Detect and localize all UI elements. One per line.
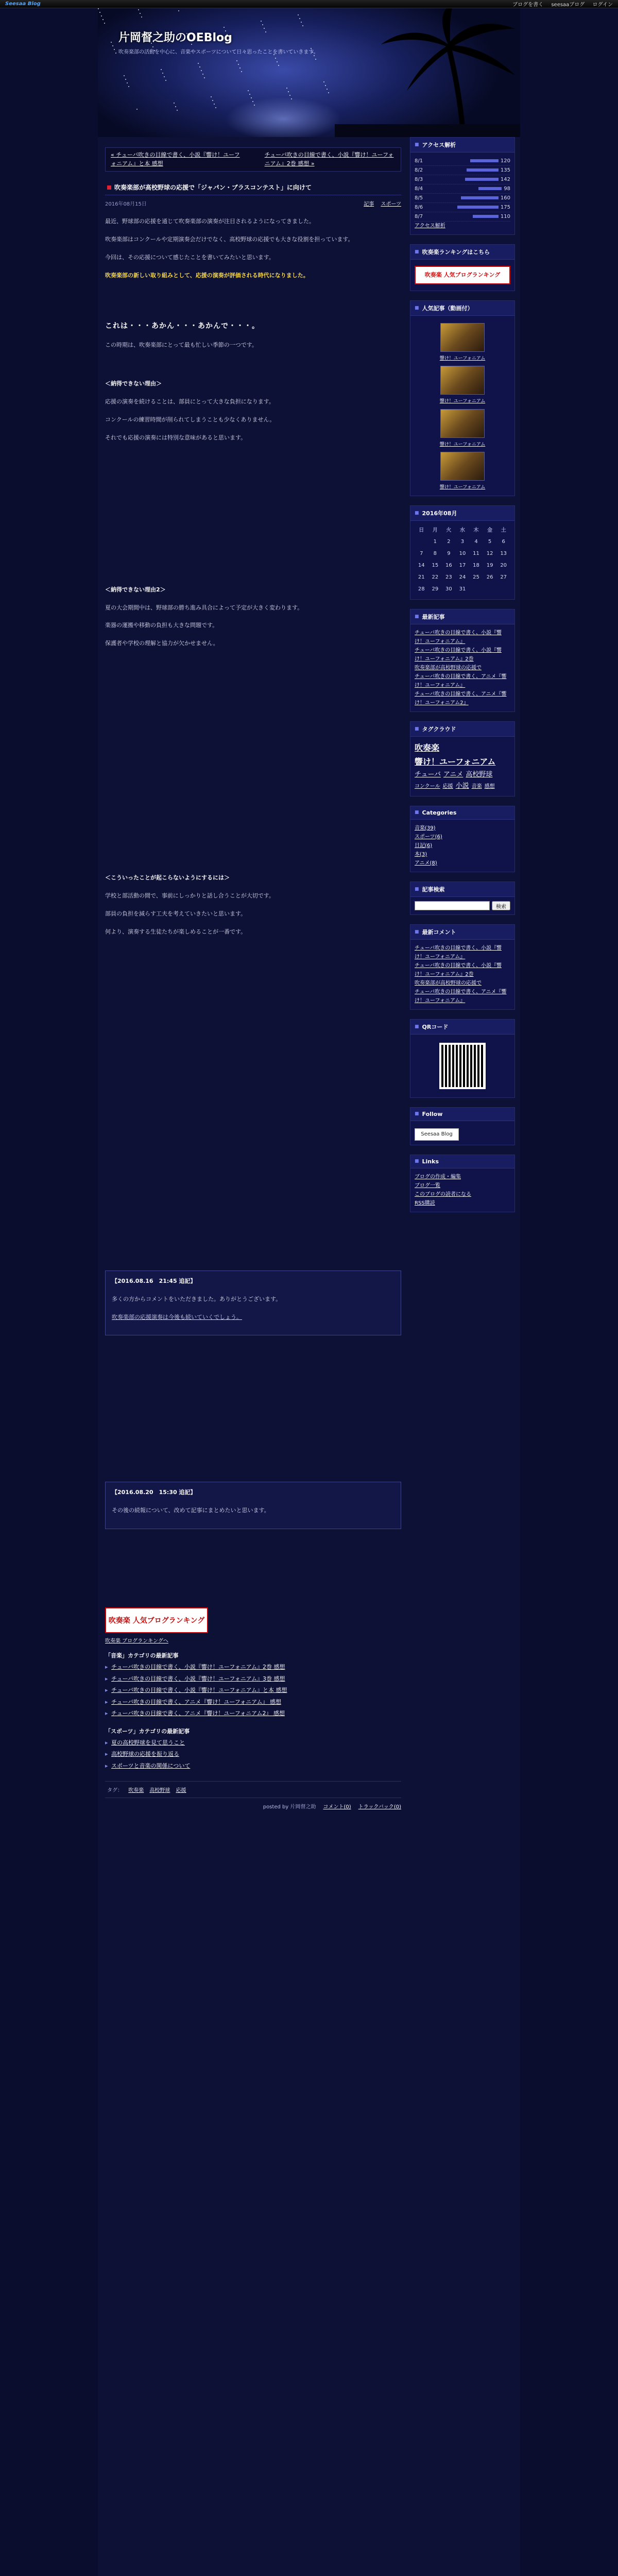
star-decoration: [299, 18, 300, 19]
main-column: [105, 147, 401, 1814]
emphasis-text: これは・・・あかん・・・あかんで・・・。: [105, 321, 260, 330]
tag-cloud-item[interactable]: 応援: [442, 783, 453, 789]
tag-link[interactable]: 吹奏楽: [128, 1788, 144, 1794]
star-decoration: [327, 89, 328, 90]
recent-post-link[interactable]: チューバ吹きの目線で書く、小説『響け！ユーフォニアム』2巻: [415, 648, 502, 663]
ranking-banner-link[interactable]: 吹奏楽 ブログランキングへ: [105, 1638, 168, 1645]
access-analysis-link[interactable]: アクセス解析: [415, 223, 445, 229]
access-bar: [470, 159, 499, 162]
star-decoration: [214, 104, 215, 105]
star-decoration: [114, 49, 115, 50]
star-decoration: [291, 98, 292, 99]
widget-qr: [410, 1019, 515, 1098]
tag-cloud-item[interactable]: 高校野球: [466, 770, 493, 778]
tag-link[interactable]: 高校野球: [149, 1788, 170, 1794]
comment-link[interactable]: 吹奏楽部が高校野球の応援で: [415, 980, 482, 986]
qr-code-image: [439, 1043, 486, 1089]
calendar-weekday: 月: [432, 528, 438, 534]
calendar-day[interactable]: 28: [418, 586, 425, 592]
star-decoration: [165, 80, 166, 81]
widget-comments: [410, 924, 515, 1010]
calendar-day[interactable]: 25: [473, 574, 479, 581]
article-date: 2016年08月15日: [105, 201, 147, 207]
access-row: [415, 184, 510, 194]
category-link[interactable]: 音楽(39): [415, 825, 436, 831]
sidebar: [410, 137, 515, 1222]
category-link[interactable]: 本(3): [415, 851, 427, 857]
related-link[interactable]: ▸ チューバ吹きの目線で書く、アニメ『響け！ユーフォニアム』 感想: [105, 1697, 401, 1708]
widget-links: [410, 1155, 515, 1212]
calendar-week: [415, 536, 510, 548]
access-row: [415, 166, 510, 175]
recent-post-link[interactable]: 吹奏楽部が高校野球の応援で: [415, 665, 482, 671]
access-count: 120: [500, 158, 510, 164]
blog-header: [98, 8, 520, 137]
access-bar: [457, 206, 499, 209]
calendar-weekday: 日: [419, 528, 424, 534]
star-decoration: [239, 67, 241, 69]
access-count: 175: [500, 205, 510, 210]
calendar-week: [415, 560, 510, 571]
access-value: [457, 203, 510, 212]
calendar-day[interactable]: 14: [418, 563, 425, 569]
widget-popular-videos: [410, 300, 515, 496]
star-decoration: [127, 82, 128, 83]
star-decoration: [323, 81, 324, 82]
calendar-day[interactable]: 30: [445, 586, 452, 592]
addendum-text: 多くの方からコメントをいただきました。ありがとうございます。: [112, 1295, 282, 1302]
related-link[interactable]: ▸ 夏の高校野球を見て思うこと: [105, 1737, 401, 1749]
calendar-day[interactable]: 31: [459, 586, 466, 592]
widget-access: [410, 137, 515, 235]
post-footer: [105, 1798, 401, 1814]
access-bar: [478, 187, 502, 190]
star-decoration: [136, 109, 138, 110]
access-row: [415, 157, 510, 166]
star-decoration: [264, 28, 265, 29]
recent-post-link[interactable]: チューバ吹きの目線で書く、アニメ『響け！ユーフォニアム2』: [415, 691, 507, 706]
star-decoration: [251, 97, 252, 98]
star-decoration: [161, 69, 162, 70]
star-decoration: [275, 58, 276, 59]
star-decoration: [236, 60, 237, 61]
article-paragraph: 吹奏楽部はコンクールや定期演奏会だけでなく、高校野球の応援でも大きな役割を担っています。: [105, 235, 354, 243]
calendar-day[interactable]: 23: [445, 574, 452, 581]
widget-follow: [410, 1107, 515, 1145]
access-bar: [473, 215, 499, 218]
star-decoration: [325, 85, 326, 86]
widget-title: ■ 人気記事（動画付）: [410, 301, 514, 316]
calendar-day[interactable]: 4: [474, 539, 478, 545]
tag-cloud-item[interactable]: コンクール: [415, 783, 440, 789]
access-count: 135: [500, 167, 510, 173]
related-heading-music: 「音楽」カテゴリの最新記事: [105, 1652, 179, 1659]
access-count: 98: [504, 186, 510, 192]
calendar-week: [415, 583, 510, 595]
next-article-link[interactable]: チューバ吹きの目線で書く、小説『響け！ユーフォニアム』2巻 感想 »: [264, 151, 394, 167]
palm-tree-silhouette: [335, 8, 520, 137]
star-decoration: [254, 105, 255, 106]
topbar-link-seesaa-blog[interactable]: seesaaブログ: [551, 2, 585, 8]
section-heading: ＜納得できない理由2＞: [105, 586, 166, 593]
tag-cloud-item[interactable]: 感想: [484, 783, 495, 789]
access-value: [470, 157, 510, 165]
blog-description: 吹奏楽部の活動を中心に、音楽やスポーツについて日々思ったことを書いていきます。: [118, 49, 319, 55]
access-row: [415, 194, 510, 203]
addendum-box: [105, 1270, 401, 1336]
calendar-day: [415, 536, 428, 548]
access-bar: [467, 168, 499, 172]
calendar-day[interactable]: 20: [500, 563, 507, 569]
calendar-day: [496, 583, 510, 595]
star-decoration: [98, 8, 99, 9]
popular-thumbnail[interactable]: [440, 452, 485, 481]
calendar-day[interactable]: 22: [432, 574, 439, 581]
calendar-week: [415, 548, 510, 560]
access-date: 8/4: [415, 186, 423, 192]
ranking-widget-banner[interactable]: 吹奏楽 人気ブログランキング: [415, 266, 510, 284]
section-line: 部員の負担を減らす工夫を考えていきたいと思います。: [105, 910, 247, 917]
star-decoration: [238, 64, 239, 65]
widget-title: ■ QRコード: [410, 1020, 514, 1035]
related-link[interactable]: ▸ チューバ吹きの目線で書く、小説『響け！ユーフォニアム』3巻 感想: [105, 1673, 401, 1685]
star-decoration: [278, 65, 279, 66]
widget-title: ■ Follow: [410, 1108, 514, 1121]
access-value: [467, 166, 510, 175]
access-count: 142: [500, 177, 510, 182]
tag-link[interactable]: 応援: [176, 1788, 186, 1794]
star-decoration: [314, 55, 315, 56]
star-decoration: [102, 19, 104, 20]
meta-link-category[interactable]: スポーツ: [381, 201, 401, 207]
calendar-weekday: 火: [446, 528, 452, 534]
widget-title: ■ アクセス解析: [410, 138, 514, 152]
calendar-table: [415, 525, 510, 595]
article-pager: [105, 147, 401, 172]
star-decoration: [201, 70, 202, 71]
trackback-link[interactable]: トラックバック(0): [358, 1804, 401, 1810]
access-date: 8/7: [415, 214, 423, 219]
meta-link-article[interactable]: 記事: [364, 201, 374, 207]
calendar-day[interactable]: 17: [459, 563, 466, 569]
article-paragraph: 最近、野球部の応援を通じて吹奏楽部の演奏が注目されるようになってきました。: [105, 218, 315, 225]
section-line: 何より、演奏する生徒たちが楽しめることが一番です。: [105, 928, 247, 935]
calendar-day[interactable]: 15: [432, 563, 439, 569]
topbar-link-write[interactable]: ブログを書く: [512, 2, 544, 8]
sidebar-link[interactable]: ブログ一覧: [415, 1182, 440, 1189]
addendum-link[interactable]: 吹奏楽部の応援演奏は今後も続いていくでしょう。: [112, 1313, 242, 1320]
calendar-weekday: 水: [459, 528, 465, 534]
popular-thumbnail[interactable]: [440, 323, 485, 352]
calendar-day[interactable]: 6: [502, 539, 505, 545]
tag-cloud-item[interactable]: 響け！ユーフォニアム: [415, 757, 496, 767]
blog-title[interactable]: 片岡督之助のOEBlog: [118, 31, 232, 44]
access-date: 8/2: [415, 167, 423, 173]
star-decoration: [99, 12, 100, 13]
star-decoration: [164, 76, 165, 77]
tag-cloud-item[interactable]: 吹奏楽: [415, 743, 440, 753]
star-decoration: [301, 22, 302, 23]
access-row: [415, 212, 510, 222]
star-decoration: [261, 21, 262, 22]
section-line: 応援の演奏を続けることは、部員にとって大きな負担になります。: [105, 398, 274, 405]
popular-thumbnail[interactable]: [440, 409, 485, 438]
related-link[interactable]: ▸ スポーツと音楽の関係について: [105, 1760, 401, 1772]
comment-link[interactable]: チューバ吹きの目線で書く、アニメ『響け！ユーフォニアム』: [415, 989, 507, 1004]
access-row: [415, 203, 510, 212]
section-line: 楽器の運搬や移動の負担も大きな問題です。: [105, 622, 218, 629]
sidebar-link[interactable]: RSS購読: [415, 1200, 435, 1206]
related-heading-sports: 「スポーツ」カテゴリの最新記事: [105, 1727, 190, 1735]
star-decoration: [124, 75, 125, 76]
calendar-weekday: 金: [487, 528, 493, 534]
star-decoration: [178, 10, 179, 11]
star-decoration: [212, 100, 213, 101]
widget-calendar: [410, 505, 515, 600]
calendar-day[interactable]: 18: [473, 563, 479, 569]
category-link[interactable]: アニメ(8): [415, 860, 437, 866]
widget-title: ■ 記事検索: [410, 882, 514, 897]
sidebar-link[interactable]: このブログの読者になる: [415, 1191, 471, 1197]
calendar-day[interactable]: 12: [486, 551, 493, 557]
star-decoration: [241, 71, 242, 72]
star-decoration: [125, 79, 126, 80]
calendar-day: [469, 583, 483, 595]
logo-accent-text: Blog: [27, 1, 41, 7]
star-decoration: [101, 15, 102, 16]
calendar-day[interactable]: 27: [500, 574, 507, 581]
star-decoration: [111, 42, 112, 43]
star-decoration: [211, 96, 212, 97]
related-link[interactable]: ▸ チューバ吹きの目線で書く、アニメ『響け！ユーフォニアム2』 感想: [105, 1708, 401, 1720]
access-count: 110: [500, 214, 510, 219]
category-list: [410, 820, 514, 872]
article-meta: [105, 199, 401, 207]
popular-caption[interactable]: 響け！ユーフォニアム: [439, 356, 486, 361]
access-row: [415, 175, 510, 184]
star-decoration: [248, 90, 249, 91]
category-link[interactable]: スポーツ(6): [415, 834, 442, 840]
ranking-banner[interactable]: 吹奏楽 人気ブログランキング: [105, 1607, 208, 1633]
calendar-week: [415, 571, 510, 583]
star-decoration: [277, 61, 278, 62]
tag-cloud-item[interactable]: アニメ: [443, 770, 464, 778]
access-list: [410, 152, 514, 234]
popular-caption[interactable]: 響け！ユーフォニアム: [439, 442, 486, 447]
sidebar-link[interactable]: ブログの作成・編集: [415, 1174, 461, 1180]
star-decoration: [174, 103, 175, 104]
star-decoration: [177, 110, 178, 111]
section-heading: ＜納得できない理由＞: [105, 380, 162, 387]
calendar-day: [483, 583, 497, 595]
star-decoration: [288, 91, 289, 92]
related-link[interactable]: ▸ 高校野球の応援を振り返る: [105, 1749, 401, 1760]
widget-title: ■ 吹奏楽ランキングはこちら: [410, 245, 514, 260]
calendar-day[interactable]: 16: [445, 563, 452, 569]
comment-link[interactable]: チューバ吹きの目線で書く、小説『響け！ユーフォニアム』: [415, 945, 502, 960]
star-decoration: [202, 74, 203, 75]
access-date: 8/5: [415, 195, 423, 201]
category-link[interactable]: 日記(6): [415, 842, 433, 849]
section-heading: ＜こういったことが起こらないようにするには＞: [105, 874, 230, 882]
article-paragraph: 今回は、その応援について感じたことを書いてみたいと思います。: [105, 253, 274, 261]
star-decoration: [252, 101, 253, 102]
star-decoration: [138, 9, 139, 10]
star-decoration: [175, 106, 176, 107]
related-list-sports: [105, 1737, 401, 1772]
tag-cloud: [410, 737, 514, 796]
star-decoration: [112, 45, 113, 46]
popular-caption[interactable]: 響け！ユーフォニアム: [439, 399, 486, 404]
article-title-text: 吹奏楽部が高校野球の応援で「ジャパン・ブラスコンテスト」に向けて: [114, 184, 312, 191]
widget-tag-cloud: [410, 721, 515, 796]
tag-cloud-item[interactable]: 音楽: [471, 783, 482, 789]
addendum-box: [105, 1482, 401, 1529]
calendar-day[interactable]: 1: [433, 539, 437, 545]
access-value: [478, 184, 510, 193]
recent-post-link[interactable]: チューバ吹きの目線で書く、小説『響け！ユーフォニアム』: [415, 630, 502, 645]
addendum-text: その後の続報について、改めて記事にまとめたいと思います。: [112, 1507, 270, 1514]
calendar-day[interactable]: 26: [486, 574, 493, 581]
calendar-day[interactable]: 8: [433, 551, 437, 557]
star-decoration: [128, 86, 129, 87]
recent-list: [410, 624, 514, 711]
tag-cloud-item[interactable]: チューバ: [415, 770, 441, 778]
tag-line: [105, 1781, 401, 1798]
prev-article-link[interactable]: « チューバ吹きの目線で書く、小説『響け！ユーフォニアム』と本 感想: [111, 151, 240, 167]
related-list-music: [105, 1662, 401, 1720]
star-decoration: [265, 31, 266, 32]
star-decoration: [140, 13, 141, 14]
comments-link[interactable]: コメント(0): [323, 1804, 351, 1810]
star-decoration: [302, 25, 303, 26]
tags-label: タグ：: [107, 1788, 123, 1794]
calendar-weekday: 木: [473, 528, 479, 534]
star-decoration: [289, 95, 290, 96]
access-bar: [461, 196, 499, 199]
widget-title: ■ 最新記事: [410, 609, 514, 624]
calendar-day[interactable]: 24: [459, 574, 466, 581]
calendar-day[interactable]: 9: [447, 551, 451, 557]
calendar-day[interactable]: 2: [447, 539, 451, 545]
article-paragraph: この時期は、吹奏楽部にとって最も忙しい季節の一つです。: [105, 342, 258, 349]
access-value: [465, 175, 510, 184]
search-button[interactable]: 検索: [492, 901, 510, 910]
calendar-day[interactable]: 29: [432, 586, 439, 592]
title-marker-icon: [107, 185, 111, 190]
tag-cloud-item[interactable]: 小説: [455, 782, 469, 790]
addendum-heading: 【2016.08.16 21:45 追記】: [112, 1277, 196, 1284]
recent-post-link[interactable]: チューバ吹きの目線で書く、アニメ『響け！ユーフォニアム』: [415, 674, 507, 689]
link-list: [410, 1168, 514, 1212]
section-line: コンクールの練習時間が削られてしまうことも少なくありません。: [105, 416, 276, 423]
star-decoration: [224, 27, 225, 28]
search-input[interactable]: [415, 901, 490, 910]
access-bar: [465, 178, 499, 181]
star-decoration: [249, 94, 250, 95]
popular-thumbnail[interactable]: [440, 366, 485, 395]
access-count: 160: [500, 195, 510, 201]
star-decoration: [262, 24, 263, 25]
widget-categories: [410, 806, 515, 872]
top-navigation-bar: [0, 0, 618, 8]
widget-title: ■ Categories: [410, 806, 514, 820]
topbar-link-login[interactable]: ログイン: [592, 2, 613, 8]
calendar-day[interactable]: 11: [473, 551, 479, 557]
comment-list: [410, 940, 514, 1009]
page-container: [98, 137, 520, 2576]
follow-button[interactable]: Seesaa Blog: [415, 1128, 459, 1141]
topbar-links: [506, 0, 613, 8]
access-value: [461, 194, 510, 202]
star-decoration: [286, 88, 287, 89]
calendar-day[interactable]: 21: [418, 574, 425, 581]
section-line: それでも応援の演奏には特別な意味があると思います。: [105, 434, 247, 441]
widget-title: ■ Links: [410, 1155, 514, 1168]
widget-search: [410, 882, 515, 915]
calendar-weekday: 土: [501, 528, 506, 534]
calendar-day[interactable]: 10: [459, 551, 466, 557]
calendar-day[interactable]: 7: [420, 551, 423, 557]
widget-title: ■ タグクラウド: [410, 722, 514, 737]
logo-text: Seesaa: [5, 1, 26, 7]
comment-link[interactable]: チューバ吹きの目線で書く、小説『響け！ユーフォニアム』2巻: [415, 962, 502, 977]
star-decoration: [141, 16, 142, 18]
calendar-day[interactable]: 19: [486, 563, 493, 569]
related-link[interactable]: ▸ チューバ吹きの目線で書く、小説『響け！ユーフォニアム』と本 感想: [105, 1685, 401, 1697]
widget-recent-posts: [410, 609, 515, 712]
star-decoration: [199, 66, 200, 67]
star-decoration: [315, 59, 316, 60]
access-date: 8/3: [415, 177, 423, 182]
article-title[interactable]: [105, 180, 401, 195]
addendum-heading: 【2016.08.20 15:30 追記】: [112, 1489, 196, 1496]
star-decoration: [215, 107, 216, 108]
section-line: 学校と部活動の間で、事前にしっかりと話し合うことが大切です。: [105, 892, 274, 900]
star-decoration: [198, 63, 199, 64]
access-date: 8/1: [415, 158, 423, 164]
widget-ranking: [410, 244, 515, 291]
star-decoration: [115, 53, 116, 54]
widget-title: ■ 2016年08月: [410, 506, 514, 521]
seesaa-logo[interactable]: [5, 1, 41, 7]
star-decoration: [162, 73, 163, 74]
section-line: 夏の大会期間中は、野球部の勝ち進み具合によって予定が大きく変わります。: [105, 604, 303, 611]
article-body: [105, 216, 401, 1597]
star-decoration: [104, 23, 105, 24]
highlight-text: 吹奏楽部の新しい取り組みとして、応援の演奏が評価される時代になりました。: [105, 272, 309, 279]
widget-title: ■ 最新コメント: [410, 925, 514, 940]
star-decoration: [204, 77, 205, 78]
calendar-day[interactable]: 5: [488, 539, 492, 545]
related-link[interactable]: ▸ チューバ吹きの目線で書く、小説『響け！ユーフォニアム』2巻 感想: [105, 1662, 401, 1673]
access-value: [473, 212, 510, 221]
popular-caption[interactable]: 響け！ユーフォニアム: [439, 484, 486, 490]
calendar-day[interactable]: 3: [460, 539, 465, 545]
access-date: 8/6: [415, 205, 423, 210]
posted-by: posted by 片岡督之助: [263, 1804, 316, 1810]
star-decoration: [328, 92, 329, 93]
calendar-day[interactable]: 13: [500, 551, 507, 557]
star-decoration: [298, 14, 299, 15]
section-line: 保護者や学校の理解と協力が欠かせません。: [105, 640, 219, 647]
